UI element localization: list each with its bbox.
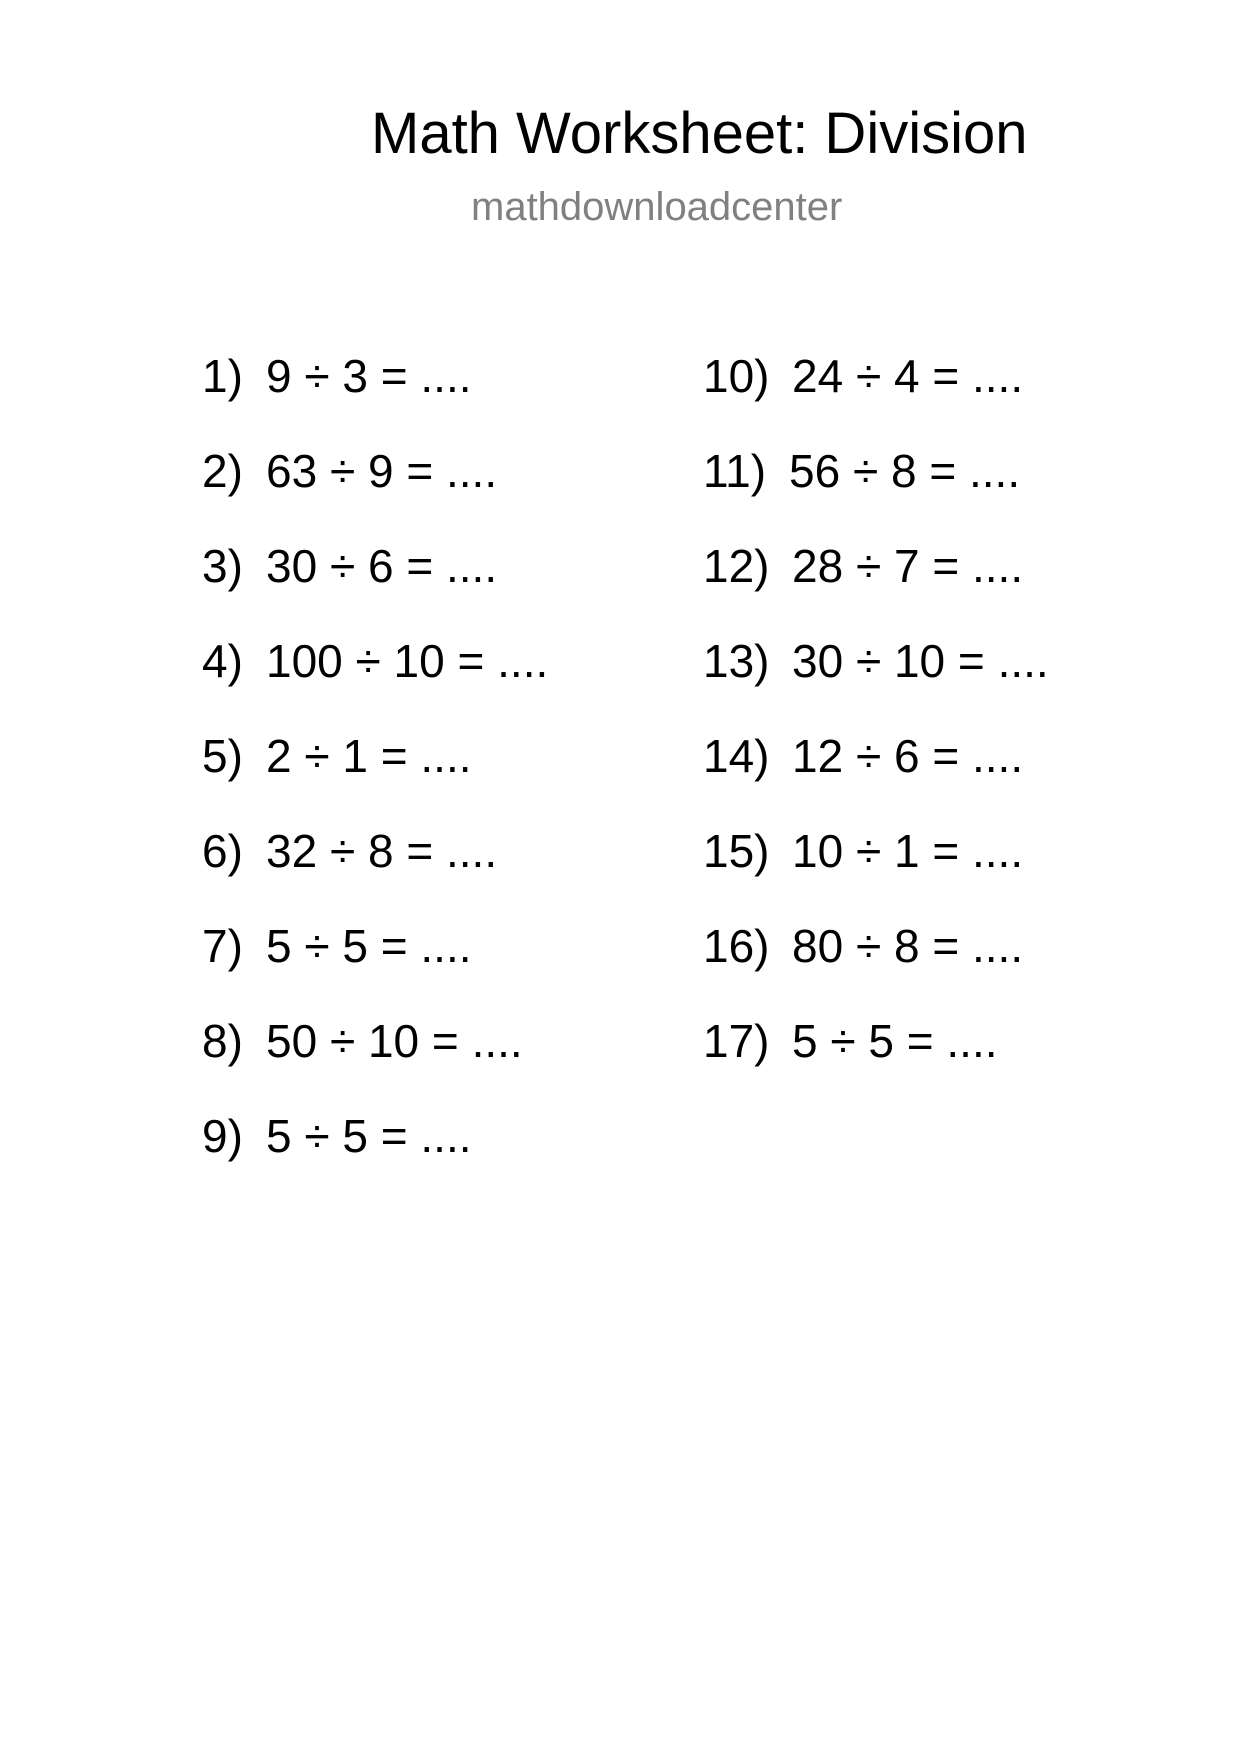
worksheet-subtitle: mathdownloadcenter bbox=[471, 185, 843, 229]
problem-expression: 56 ÷ 8 = .... bbox=[789, 445, 1021, 497]
problem-number: 2) bbox=[202, 445, 243, 497]
problem-number: 8) bbox=[202, 1015, 243, 1067]
problem-expression: 24 ÷ 4 = .... bbox=[792, 350, 1024, 402]
problem-expression: 5 ÷ 5 = .... bbox=[266, 1110, 472, 1162]
problem-number: 3) bbox=[202, 540, 243, 592]
problem-number: 17) bbox=[703, 1015, 770, 1067]
problem-number: 12) bbox=[703, 540, 770, 592]
problem-expression: 63 ÷ 9 = .... bbox=[266, 445, 498, 497]
problem-number: 5) bbox=[202, 730, 243, 782]
problem-number: 7) bbox=[202, 920, 243, 972]
problem-number: 4) bbox=[202, 635, 243, 687]
problem-expression: 50 ÷ 10 = .... bbox=[266, 1015, 523, 1067]
problem-expression: 30 ÷ 6 = .... bbox=[266, 540, 498, 592]
problem-expression: 80 ÷ 8 = .... bbox=[792, 920, 1024, 972]
problem-expression: 10 ÷ 1 = .... bbox=[792, 825, 1024, 877]
problem-expression: 100 ÷ 10 = .... bbox=[266, 635, 549, 687]
problem-expression: 30 ÷ 10 = .... bbox=[792, 635, 1049, 687]
problem-number: 14) bbox=[703, 730, 770, 782]
problem-expression: 5 ÷ 5 = .... bbox=[266, 920, 472, 972]
problem-number: 1) bbox=[202, 350, 243, 402]
problem-number: 13) bbox=[703, 635, 770, 687]
problem-number: 16) bbox=[703, 920, 770, 972]
problem-number: 15) bbox=[703, 825, 770, 877]
worksheet-title: Math Worksheet: Division bbox=[371, 101, 1028, 166]
problem-expression: 28 ÷ 7 = .... bbox=[792, 540, 1024, 592]
problem-expression: 32 ÷ 8 = .... bbox=[266, 825, 498, 877]
problem-number: 10) bbox=[703, 350, 770, 402]
problem-expression: 2 ÷ 1 = .... bbox=[266, 730, 472, 782]
problem-number: 9) bbox=[202, 1110, 243, 1162]
problem-expression: 5 ÷ 5 = .... bbox=[792, 1015, 998, 1067]
problem-number: 11) bbox=[703, 445, 767, 497]
problem-expression: 9 ÷ 3 = .... bbox=[266, 350, 472, 402]
problem-number: 6) bbox=[202, 825, 243, 877]
problem-expression: 12 ÷ 6 = .... bbox=[792, 730, 1024, 782]
